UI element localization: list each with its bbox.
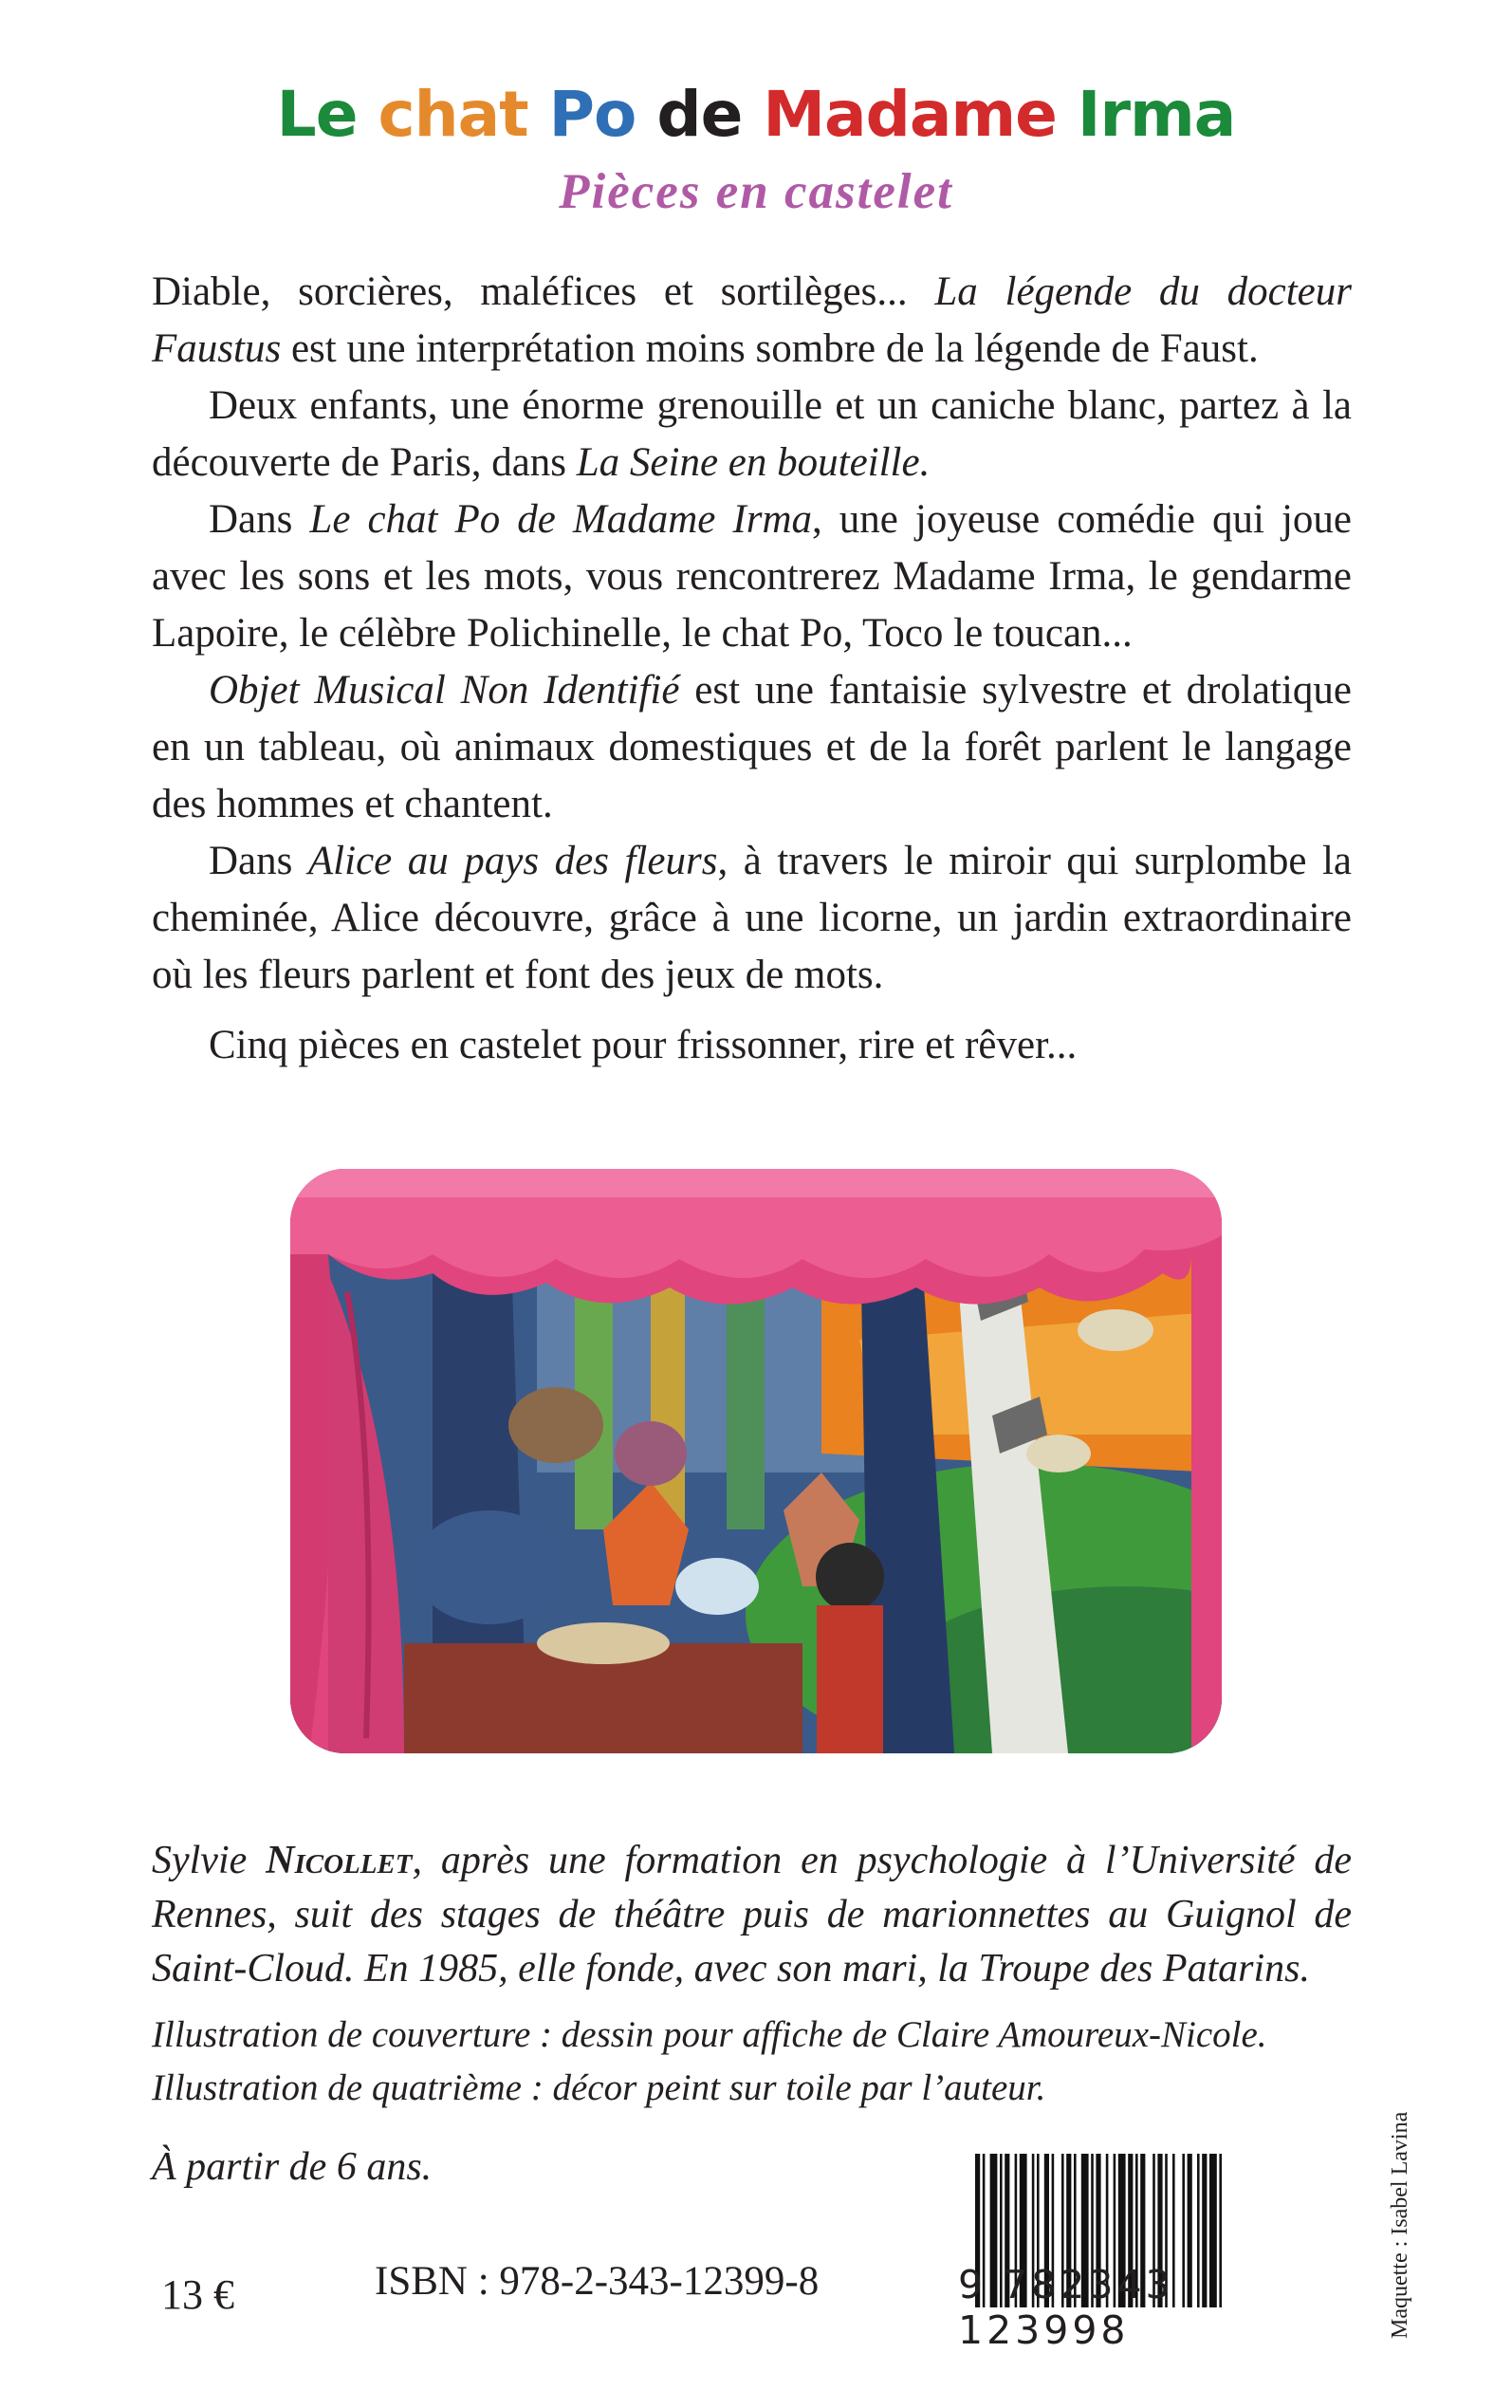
blurb-paragraph [152,662,1352,833]
blurb-text-part: est une fantaisie sylvestre et drolatique en un tableau, où animaux domestiques et de la forêt parlent le langage des hommes et chantent. [152,668,1353,826]
author-bio-text: , après une formation en psychologie à l’Université de Rennes, suit des stages de théâtre puis de marionnettes au Guignol de Saint-Cloud. En 1985, elle fonde, avec son mari, la Troupe des Patarins. [152,1839,1353,1991]
play-title: La Seine en bouteille. [576,440,931,485]
book-title [0,78,1512,151]
price: 13 € [161,2271,234,2318]
title-word: Irma [1077,78,1236,151]
author-bio [152,1834,1352,1996]
isbn: ISBN : 978-2-343-12399-8 [375,2259,820,2304]
painted-decor-image [290,1169,1222,1753]
back-credit: Illustration de quatrième : décor peint sur toile par l’auteur. [152,2067,1046,2108]
blurb-text-part: est une interprétation moins sombre de la légende de Faust. [281,326,1259,371]
puppet-theatre-illustration [290,1169,1222,1753]
play-title: Le chat Po de Madame Irma [309,497,813,542]
blurb-text-part: Dans [209,839,308,883]
illustration-credits [152,2009,1352,2115]
barcode-digits: 9 782343 123998 [958,2262,1174,2353]
blurb-paragraph [152,1017,1352,1074]
author-first-name: Sylvie [152,1839,267,1882]
title-word: de [656,78,743,151]
title-word: Madame [763,78,1057,151]
maquette-credit-container [1380,2002,1418,2339]
play-title: Alice au pays des fleurs [307,839,718,883]
play-title: Objet Musical Non Identifié [209,668,680,713]
cover-credit: Illustration de couverture : dessin pour affiche de Claire Amoureux-Nicole. [152,2014,1267,2055]
blurb-text [152,264,1352,1074]
blurb-paragraph [152,833,1352,1004]
blurb-paragraph [152,264,1352,378]
blurb-text-part: , une joyeuse comédie qui joue avec les sons et les mots, vous rencontrerez Madame Irma, le gendarme Lapoire, le célèbre Polichinelle, le chat Po, Toco le toucan... [152,497,1352,656]
title-word: Po [548,78,636,151]
blurb-paragraph [152,378,1352,491]
age-recommendation: À partir de 6 ans. [152,2145,433,2189]
blurb-paragraph [152,491,1352,662]
maquette-credit: Maquette : Isabel Lavina [1388,2111,1412,2339]
author-last-name: Nicollet [266,1839,413,1882]
blurb-text-part: Deux enfants, une énorme grenouille et un caniche blanc, partez à la découverte de Paris, dans [152,383,1352,485]
blurb-text-part: , à travers le miroir qui surplombe la cheminée, Alice découvre, grâce à une licorne, un jardin extraordinaire où les fleurs parlent et font des jeux de mots. [152,839,1352,997]
blurb-text-part: Cinq pièces en castelet pour frissonner, rire et rêver... [209,1023,1078,1067]
title-word: Le [276,78,358,151]
blurb-text-part: Diable, sorcières, maléfices et sortilèges... [152,269,935,314]
blurb-text-part: Dans [209,497,310,542]
title-word: chat [378,78,528,151]
play-title: La légende du docteur Faustus [152,269,1352,371]
book-subtitle: Pièces en castelet [559,164,953,219]
